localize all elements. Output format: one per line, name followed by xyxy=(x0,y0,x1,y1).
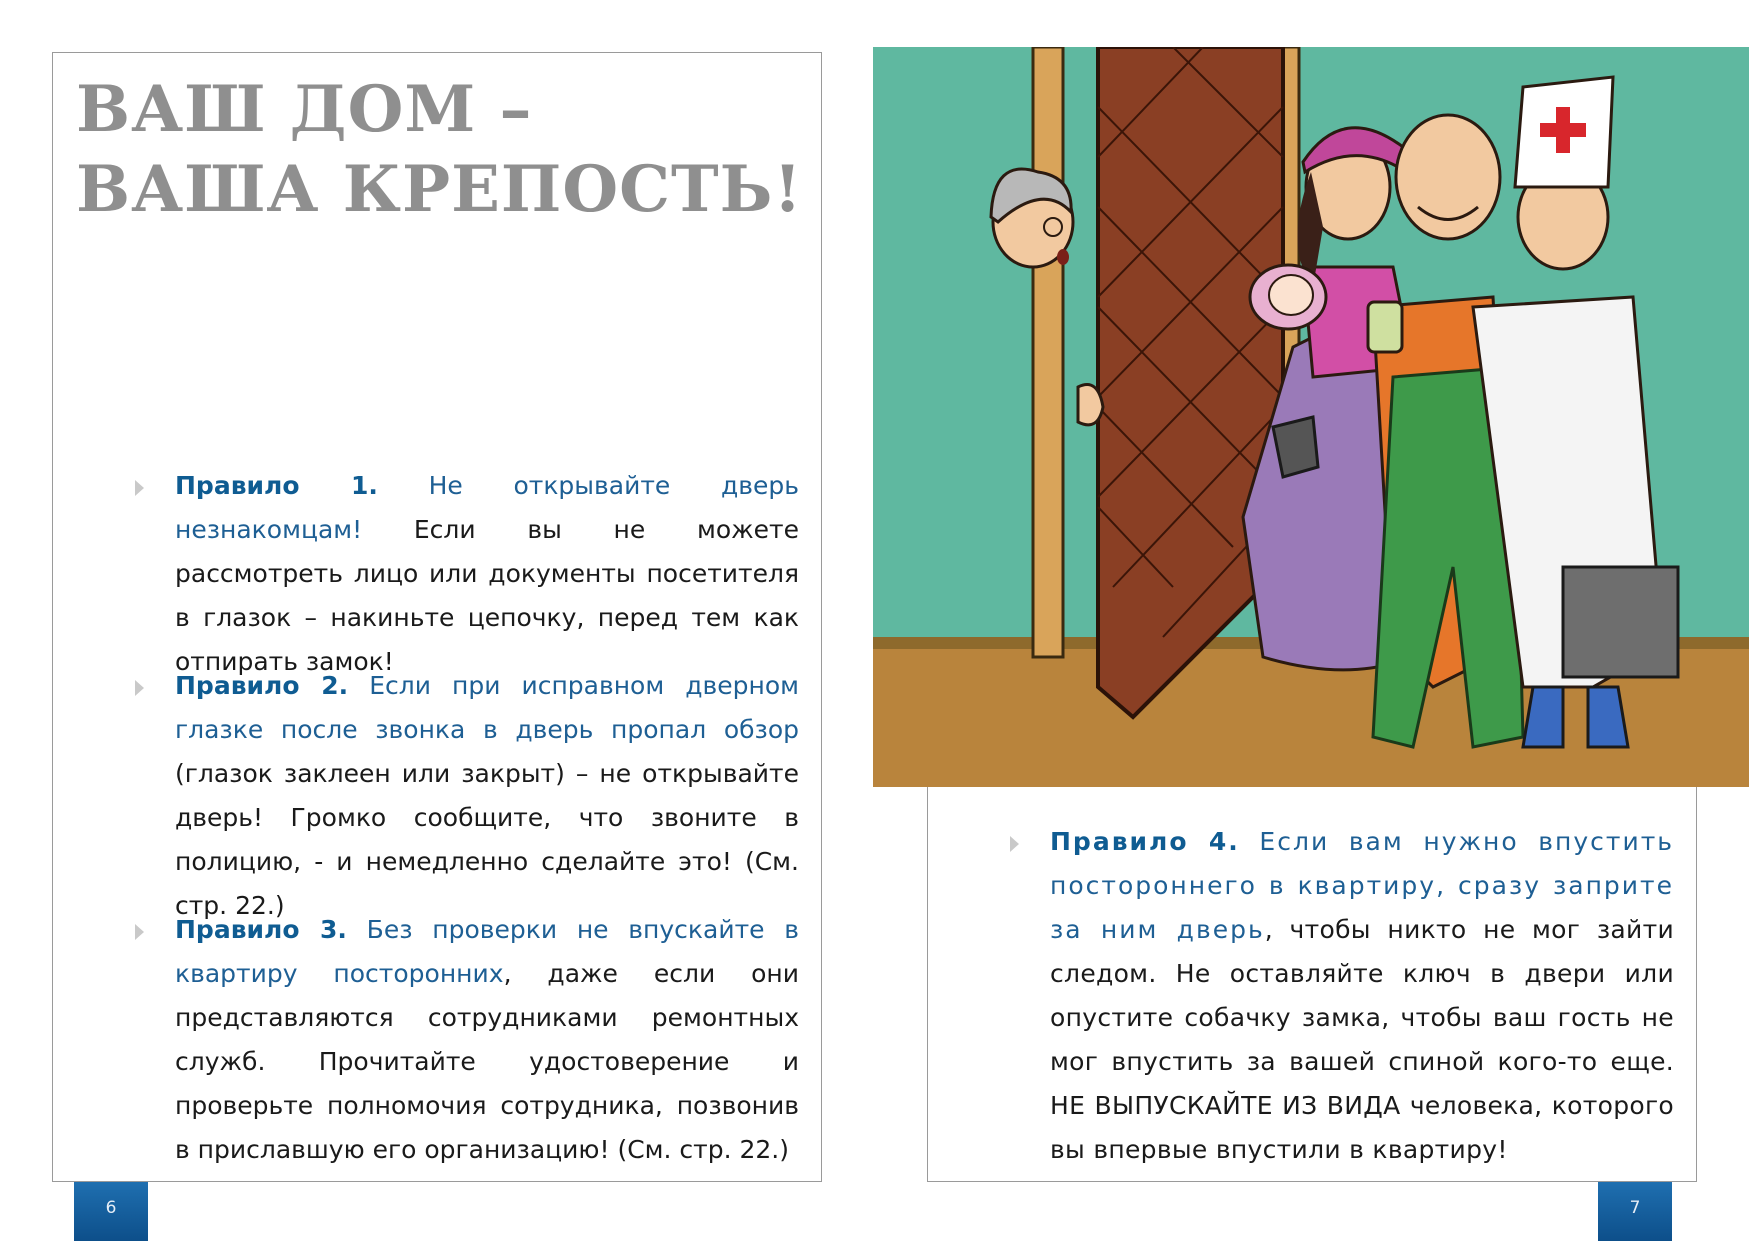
rule-emphasis: Если вам нужно впустить постороннего в квартиру, сразу заприте за ним дверь xyxy=(1050,827,1675,944)
cartoon-illustration xyxy=(873,47,1749,787)
rule-emphasis: Не открывайте дверь незнакомцам! xyxy=(175,471,799,544)
rule-emphasis: Без проверки не впускайте в квартиру посторонних xyxy=(175,915,800,988)
title-line-1: ВАШ ДОМ – xyxy=(76,72,533,147)
page-number-right: 7 xyxy=(1598,1182,1672,1241)
page-number-left: 6 xyxy=(74,1182,148,1241)
briefcase-icon xyxy=(1563,567,1678,677)
wrench-icon xyxy=(1273,417,1318,477)
rule-emphasis: Если при исправном дверном глазке после звонка в дверь пропал обзор xyxy=(175,671,799,744)
rule-4 xyxy=(1050,820,1674,1172)
rule-2 xyxy=(175,664,799,928)
bullet-arrow-icon xyxy=(135,480,144,496)
rule-3 xyxy=(175,908,799,1172)
jar-icon xyxy=(1368,302,1402,352)
page-title xyxy=(76,70,803,230)
door-frame xyxy=(1033,47,1063,657)
rule-heading: Правило 3. xyxy=(175,915,347,944)
rule-text: (глазок заклеен или закрыт) – не открывайте дверь! Громко сообщите, что звоните в полицию, - и немедленно сделайте это! (См. стр. 22.) xyxy=(175,759,799,920)
bullet-arrow-icon xyxy=(135,924,144,940)
rule-heading: Правило 2. xyxy=(175,671,349,700)
rule-1 xyxy=(175,464,799,684)
bullet-arrow-icon xyxy=(1010,836,1019,852)
rule-text: , даже если они представляются сотрудниками ремонтных служб. Прочитайте удостоверение и проверьте полномочия сотрудника, позвонив в приславшую его организацию! (См. стр. 22.) xyxy=(175,959,799,1164)
rule-text: , чтобы никто не мог зайти следом. Не оставляйте ключ в двери или опустите собачку замка, чтобы ваш гость не мог впустить за вашей спиной кого-то еще. НЕ ВЫПУСКАЙТЕ ИЗ ВИДА человека, которого вы впервые впустили в квартиру! xyxy=(1050,915,1674,1164)
rule-heading: Правило 1. xyxy=(175,471,378,500)
bullet-arrow-icon xyxy=(135,680,144,696)
rule-heading: Правило 4. xyxy=(1050,827,1240,856)
title-line-2: ВАША КРЕПОСТЬ! xyxy=(76,152,803,227)
rule-text: Если вы не можете рассмотреть лицо или документы посетителя в глазок – накиньте цепочку, перед тем как отпирать замок! xyxy=(175,515,799,676)
